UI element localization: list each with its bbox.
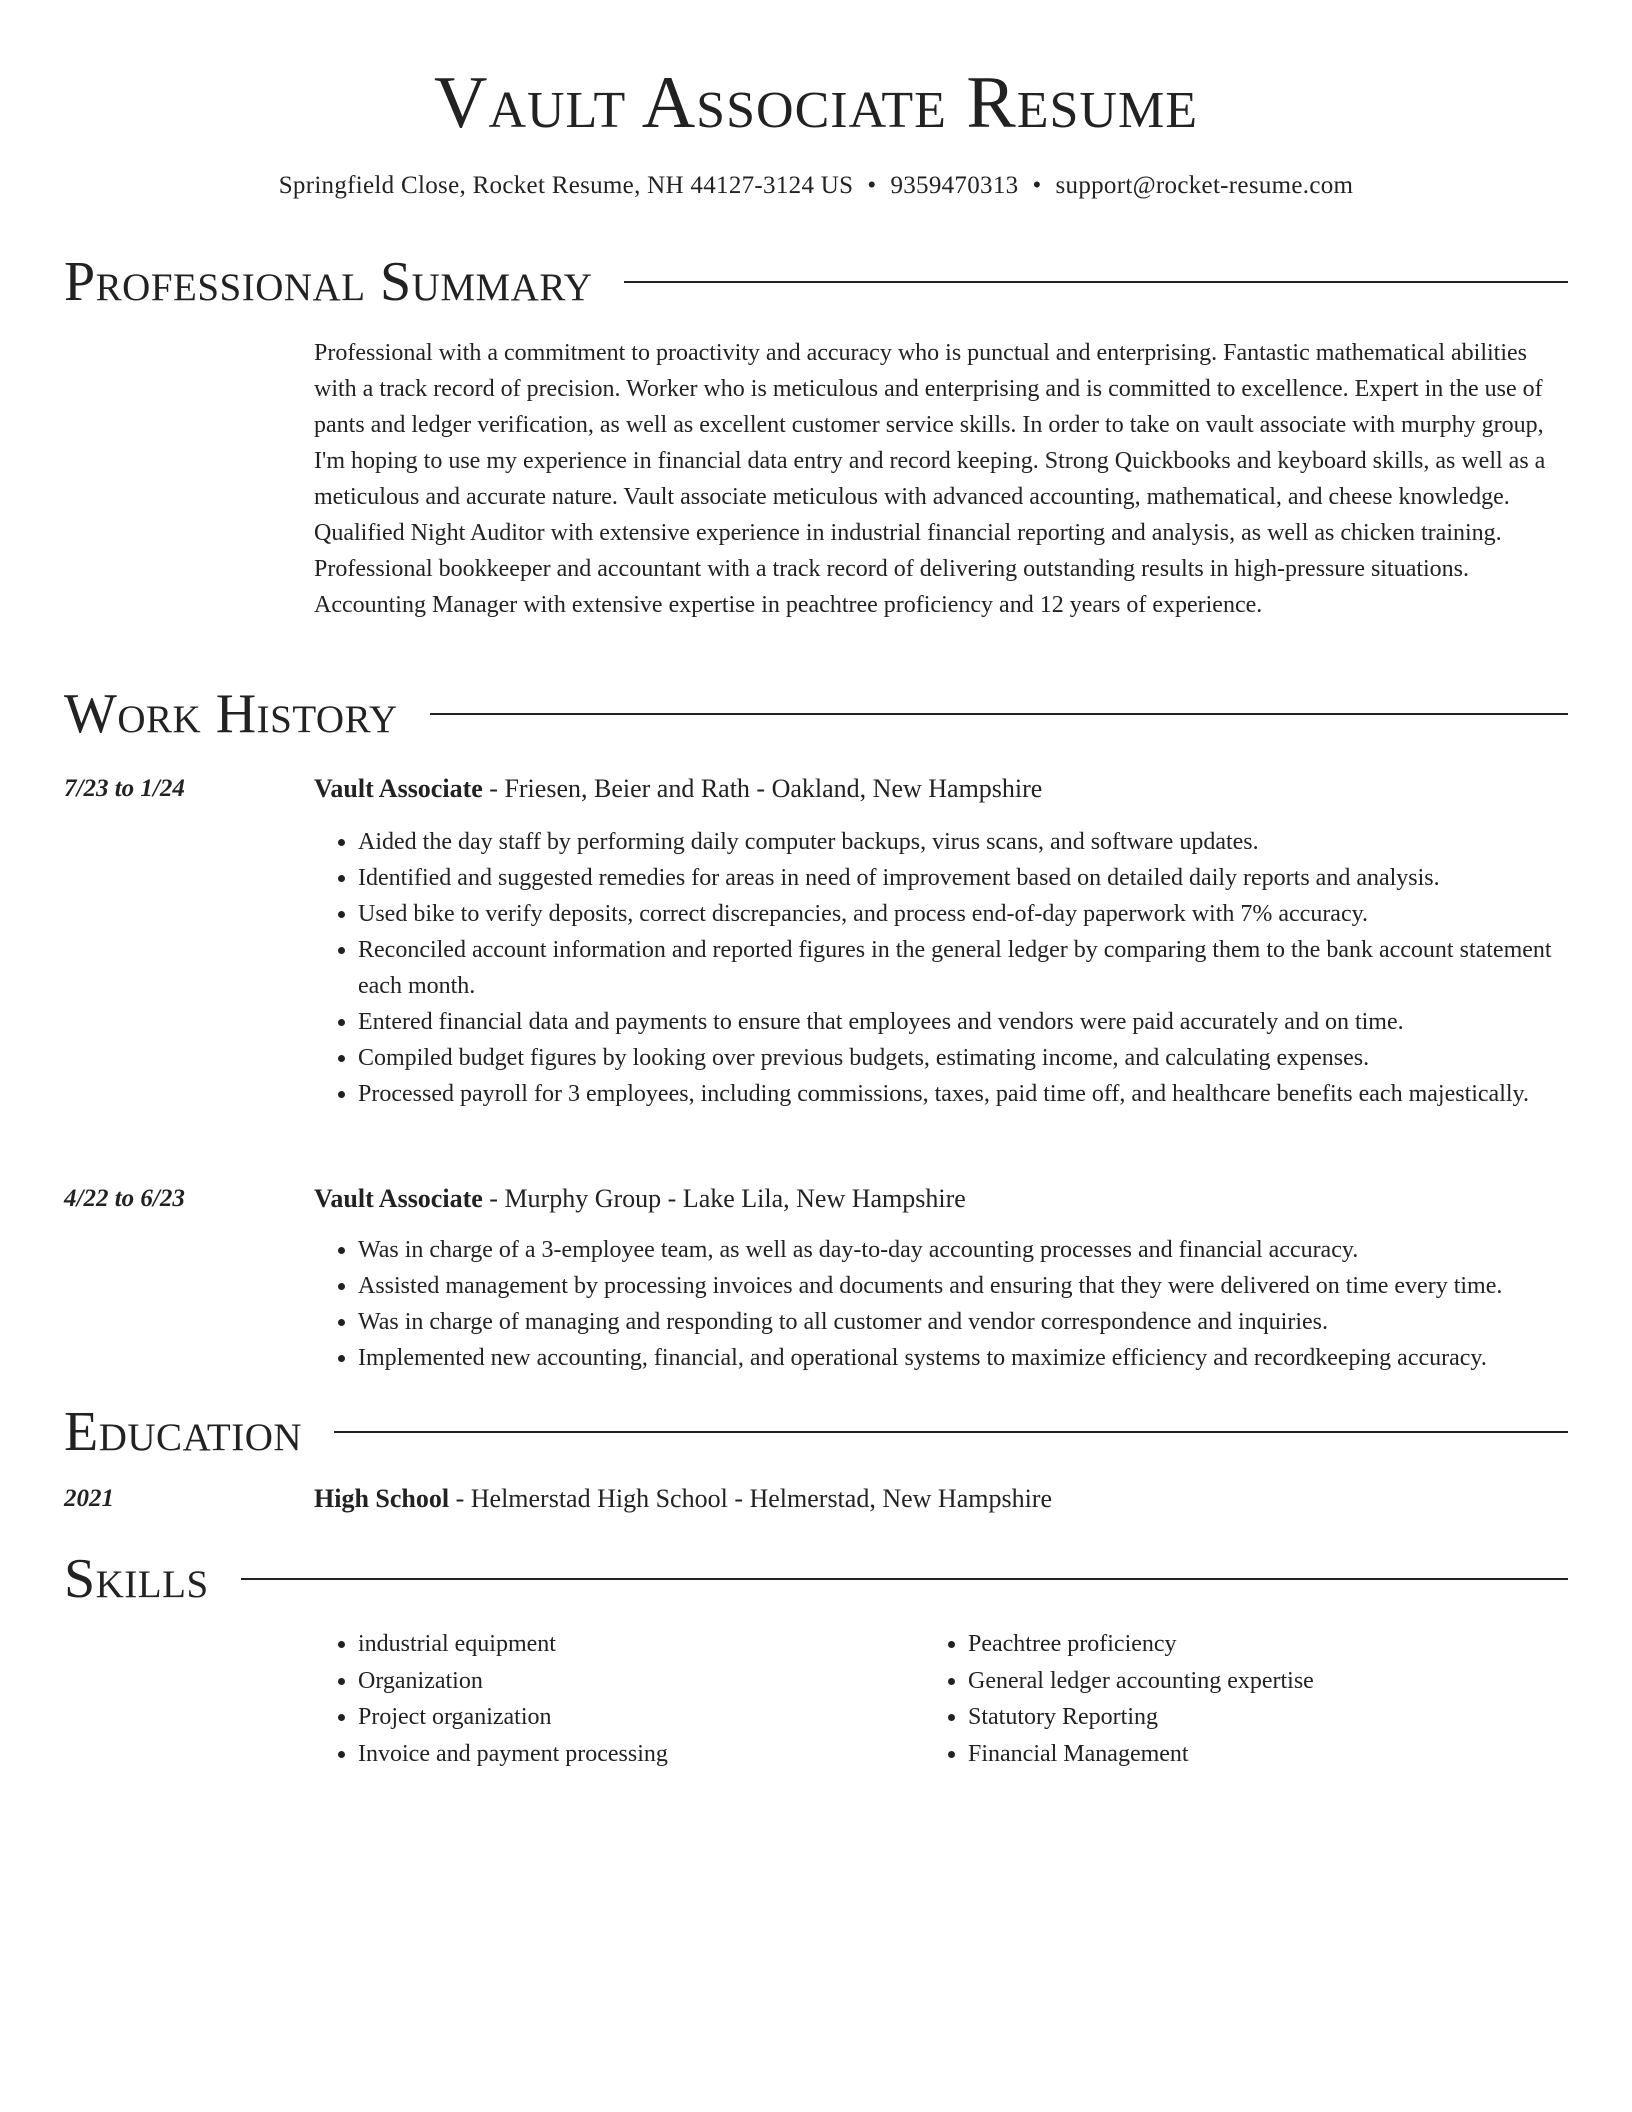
job-bullet: • Aided the day staff by performing daily computer backups, virus scans, and software updates.: [358, 824, 1568, 860]
job-heading: [314, 772, 1042, 806]
skill-item: • Statutory Reporting: [968, 1699, 1524, 1736]
contact-address: Springfield Close, Rocket Resume, NH 44127-3124 US: [278, 172, 854, 199]
job-bullet: • Used bike to verify deposits, correct discrepancies, and process end-of-day paperwork with 7% accuracy.: [358, 896, 1568, 932]
skill-item: • Project organization: [358, 1699, 914, 1736]
education-year: 2021: [64, 1485, 114, 1512]
summary-text: Professional with a commitment to proactivity and accuracy who is punctual and enterprising. Fantastic mathematical abilities with a track record of precision. Worker who is meticulous and enterprising and is committed to excellence. Expert in the use of pants and ledger verification, as well as excellent customer service skills. In order to take on vault associate with murphy group, I'm hoping to use my experience in financial data entry and record keeping. Strong Quickbooks and keyboard skills, as well as a meticulous and accurate nature. Vault associate meticulous with advanced accounting, mathematical, and cheese knowledge. Qualified Night Auditor with extensive experience in industrial financial reporting and analysis, as well as chicken training. Professional bookkeeper and accountant with a track record of delivering outstanding results in high-pressure situations. Accounting Manager with extensive expertise in peachtree proficiency and 12 years of experience.: [314, 340, 1546, 618]
job-dates: 4/22 to 6/23: [64, 1185, 185, 1212]
job-details: - Murphy Group - Lake Lila, New Hampshire: [482, 1184, 966, 1213]
skill-item: • industrial equipment: [358, 1626, 914, 1663]
section-divider: [430, 713, 1568, 715]
job-bullet: • Processed payroll for 3 employees, including commissions, taxes, paid time off, and healthcare benefits each majestically.: [358, 1076, 1568, 1112]
job-bullet: • Compiled budget figures by looking over previous budgets, estimating income, and calculating expenses.: [358, 1040, 1568, 1076]
skills-list-left: [314, 1626, 914, 1772]
education-heading: Education: [64, 1401, 303, 1463]
education-heading-line: [314, 1482, 1052, 1516]
skill-item: • General ledger accounting expertise: [968, 1663, 1524, 1700]
contact-line: [64, 170, 1568, 202]
skill-item: • Financial Management: [968, 1736, 1524, 1773]
section-divider: [334, 1431, 1568, 1433]
job-dates: 7/23 to 1/24: [64, 775, 185, 802]
skill-item: • Peachtree proficiency: [968, 1626, 1524, 1663]
skill-item: • Invoice and payment processing: [358, 1736, 914, 1773]
skills-heading: Skills: [64, 1548, 209, 1610]
job-details: - Friesen, Beier and Rath - Oakland, New Hampshire: [482, 774, 1043, 803]
contact-separator: •: [867, 172, 877, 199]
contact-separator: •: [1032, 172, 1042, 199]
job-bullet: • Reconciled account information and reported figures in the general ledger by comparing them to the bank account statement each month.: [358, 932, 1568, 1004]
summary-heading: Professional Summary: [64, 251, 593, 313]
education-degree: High School: [314, 1484, 450, 1513]
job-bullet: • Assisted management by processing invoices and documents and ensuring that they were delivered on time every time.: [358, 1268, 1568, 1304]
contact-phone: 9359470313: [890, 172, 1019, 199]
job-title: Vault Associate: [314, 1184, 483, 1213]
job-bullet: • Entered financial data and payments to ensure that employees and vendors were paid accurately and on time.: [358, 1004, 1568, 1040]
section-divider: [241, 1578, 1568, 1580]
job-bullet: • Identified and suggested remedies for areas in need of improvement based on detailed daily reports and analysis.: [358, 860, 1568, 896]
job-bullet: • Was in charge of a 3-employee team, as well as day-to-day accounting processes and financial accuracy.: [358, 1232, 1568, 1268]
education-section-heading: [64, 1400, 1568, 1464]
section-divider: [624, 281, 1568, 283]
skill-item: • Organization: [358, 1663, 914, 1700]
skills-list-right: [924, 1626, 1524, 1772]
contact-email: support@rocket-resume.com: [1055, 172, 1354, 199]
resume-page: [64, 0, 1568, 1767]
education-details: - Helmerstad High School - Helmerstad, New Hampshire: [449, 1484, 1052, 1513]
summary-section-heading: [64, 250, 1568, 314]
job-title: Vault Associate: [314, 774, 483, 803]
skills-section-heading: [64, 1547, 1568, 1611]
job-heading: [314, 1182, 966, 1216]
job-bullet: • Implemented new accounting, financial, and operational systems to maximize efficiency and recordkeeping accuracy.: [358, 1340, 1568, 1376]
job-bullets: [314, 824, 1568, 1112]
work-section-heading: [64, 682, 1568, 746]
resume-title: Vault Associate Resume: [434, 62, 1198, 144]
job-bullet: • Was in charge of managing and responding to all customer and vendor correspondence and inquiries.: [358, 1304, 1568, 1340]
job-bullets: [314, 1232, 1568, 1376]
work-heading: Work History: [64, 683, 398, 745]
